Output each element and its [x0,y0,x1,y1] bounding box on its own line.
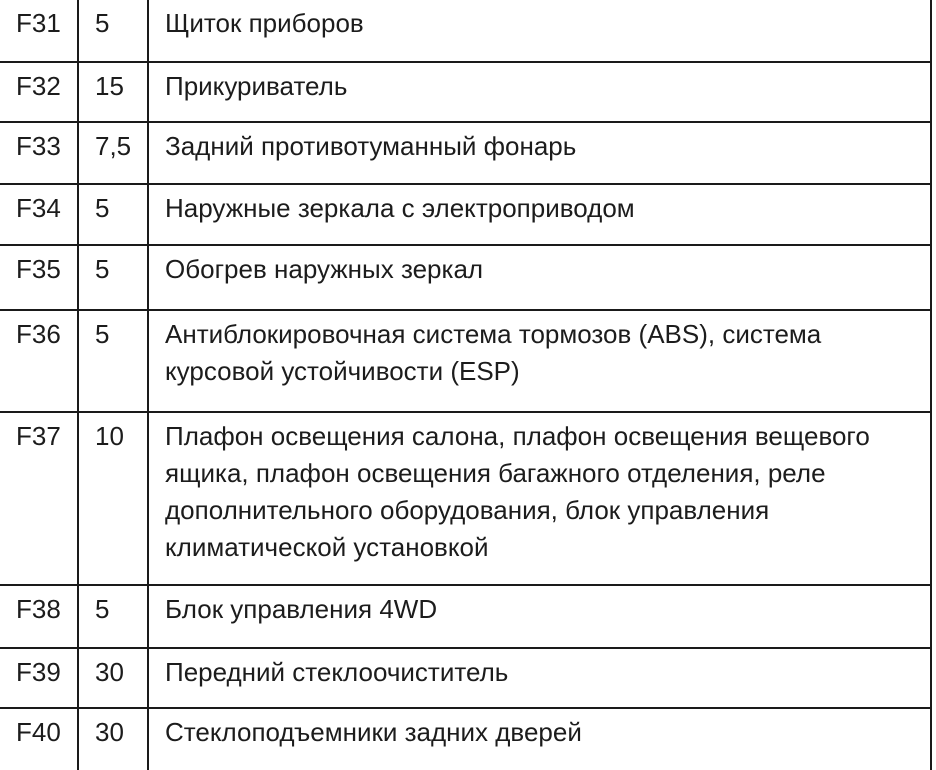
table-row [0,62,931,122]
fuse-id-cell: F32 [0,62,78,122]
description-cell: Щиток приборов [148,0,931,62]
description-cell: Передний стеклоочиститель [148,648,931,708]
amperage-cell: 7,5 [78,122,148,184]
fuse-id-cell: F35 [0,245,78,310]
table-row [0,412,931,585]
fuse-id-cell: F33 [0,122,78,184]
table-row [0,585,931,648]
fuse-id-cell: F37 [0,412,78,585]
amperage-cell: 30 [78,648,148,708]
amperage-cell: 5 [78,0,148,62]
table-row [0,122,931,184]
table-row [0,708,931,770]
description-cell: Обогрев наружных зеркал [148,245,931,310]
description-cell: Задний противотуманный фонарь [148,122,931,184]
fuse-id-cell: F39 [0,648,78,708]
table-row [0,0,931,62]
description-cell: Прикуриватель [148,62,931,122]
table-row [0,310,931,412]
amperage-cell: 5 [78,310,148,412]
fuse-id-cell: F31 [0,0,78,62]
description-cell: Наружные зеркала с электроприводом [148,184,931,245]
fuse-id-cell: F38 [0,585,78,648]
fuse-id-cell: F40 [0,708,78,770]
amperage-cell: 5 [78,245,148,310]
description-cell: Стеклоподъемники задних дверей [148,708,931,770]
table-row [0,184,931,245]
fuse-id-cell: F36 [0,310,78,412]
description-cell: Блок управления 4WD [148,585,931,648]
amperage-cell: 10 [78,412,148,585]
amperage-cell: 5 [78,184,148,245]
table-row [0,245,931,310]
table-row [0,648,931,708]
description-cell: Антиблокировочная система тормозов (ABS), система курсовой устойчивости (ESP) [148,310,931,412]
description-cell: Плафон освещения салона, плафон освещения вещевого ящика, плафон освещения багажного отделения, реле дополнительного оборудования, блок управления климатической установкой [148,412,931,585]
amperage-cell: 15 [78,62,148,122]
amperage-cell: 30 [78,708,148,770]
fuse-id-cell: F34 [0,184,78,245]
amperage-cell: 5 [78,585,148,648]
